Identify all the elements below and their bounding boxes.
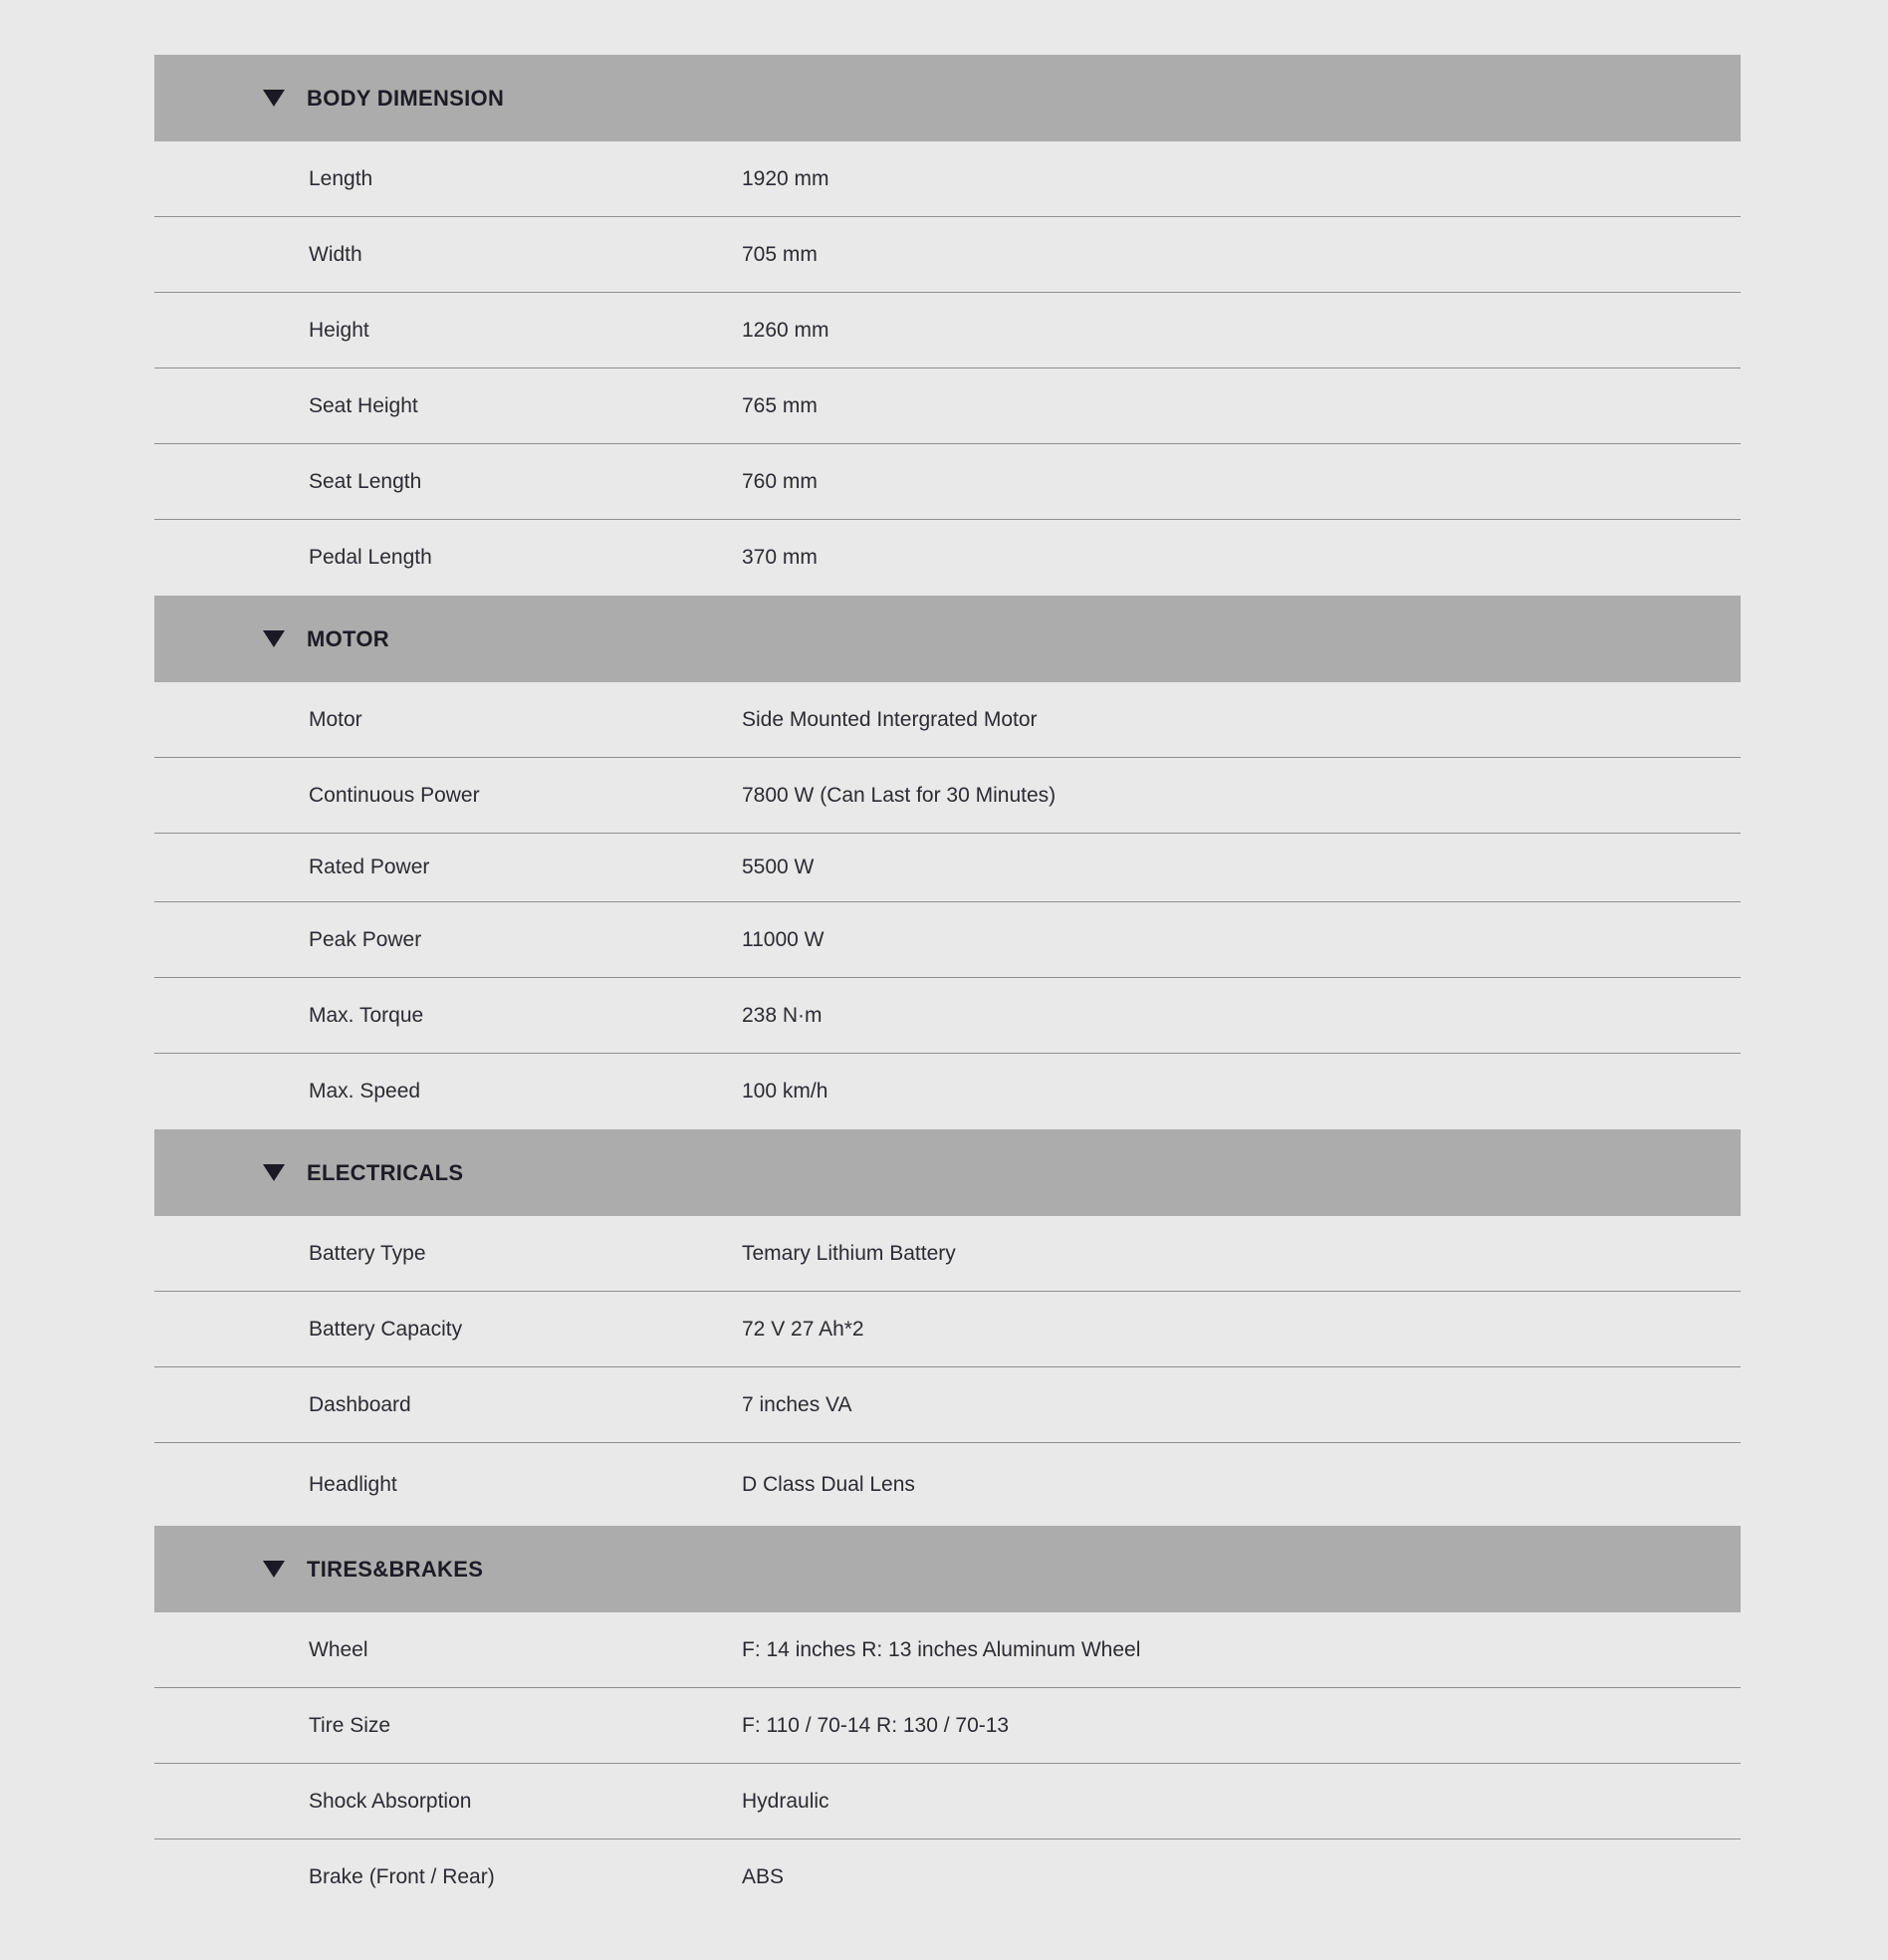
spec-row bbox=[154, 141, 1741, 217]
spec-row bbox=[154, 1216, 1741, 1292]
triangle-down-icon[interactable] bbox=[263, 1164, 285, 1181]
spec-label: Rated Power bbox=[309, 856, 430, 878]
spec-row bbox=[154, 444, 1741, 520]
triangle-down-icon[interactable] bbox=[263, 1561, 285, 1578]
spec-value: F: 14 inches R: 13 inches Aluminum Wheel bbox=[742, 1637, 1141, 1661]
spec-label: Battery Type bbox=[309, 1241, 426, 1265]
spec-label: Tire Size bbox=[309, 1713, 391, 1737]
spec-row bbox=[154, 1688, 1741, 1764]
spec-value: D Class Dual Lens bbox=[742, 1472, 915, 1496]
spec-value: 100 km/h bbox=[742, 1080, 828, 1102]
spec-value: 765 mm bbox=[742, 393, 818, 417]
spec-row bbox=[154, 1443, 1741, 1526]
spec-label: Motor bbox=[309, 707, 362, 731]
triangle-down-icon[interactable] bbox=[263, 630, 285, 647]
spec-row bbox=[154, 1612, 1741, 1688]
spec-label: Continuous Power bbox=[309, 783, 480, 807]
spec-value: 1260 mm bbox=[742, 318, 829, 342]
spec-row bbox=[154, 978, 1741, 1054]
spec-row bbox=[154, 1367, 1741, 1443]
spec-row bbox=[154, 217, 1741, 293]
section-title: MOTOR bbox=[307, 625, 389, 651]
spec-row bbox=[154, 293, 1741, 368]
spec-label: Shock Absorption bbox=[309, 1789, 472, 1813]
section-title: ELECTRICALS bbox=[307, 1159, 464, 1185]
spec-label: Seat Height bbox=[309, 393, 418, 417]
spec-label: Max. Speed bbox=[309, 1080, 421, 1102]
spec-value: 370 mm bbox=[742, 546, 818, 569]
spec-value: 5500 W bbox=[742, 856, 815, 878]
section-title: TIRES&BRAKES bbox=[307, 1556, 484, 1582]
spec-label: Peak Power bbox=[309, 927, 422, 951]
spec-row bbox=[154, 902, 1741, 978]
spec-label: Length bbox=[309, 166, 373, 190]
section-header-electricals[interactable] bbox=[154, 1129, 1741, 1216]
spec-value: 760 mm bbox=[742, 469, 818, 493]
spec-value: 705 mm bbox=[742, 242, 818, 266]
spec-row bbox=[154, 758, 1741, 834]
spec-row bbox=[154, 834, 1741, 902]
spec-row bbox=[154, 520, 1741, 596]
spec-label: Pedal Length bbox=[309, 546, 432, 569]
spec-label: Headlight bbox=[309, 1472, 397, 1496]
spec-value: Side Mounted Intergrated Motor bbox=[742, 707, 1038, 731]
section-title: BODY DIMENSION bbox=[307, 85, 505, 111]
spec-value: 238 N·m bbox=[742, 1003, 823, 1027]
section-header-body-dimension[interactable] bbox=[154, 55, 1741, 141]
spec-table bbox=[154, 55, 1741, 1915]
triangle-down-icon[interactable] bbox=[263, 90, 285, 107]
spec-label: Height bbox=[309, 318, 369, 342]
spec-row bbox=[154, 1764, 1741, 1839]
spec-label: Brake (Front / Rear) bbox=[309, 1865, 495, 1888]
spec-row bbox=[154, 1292, 1741, 1367]
spec-value: Hydraulic bbox=[742, 1789, 829, 1813]
section-header-tires-brakes[interactable] bbox=[154, 1526, 1741, 1612]
spec-label: Width bbox=[309, 242, 362, 266]
spec-row bbox=[154, 682, 1741, 758]
spec-value: 11000 W bbox=[742, 927, 825, 951]
spec-label: Seat Length bbox=[309, 469, 422, 493]
spec-value: 1920 mm bbox=[742, 166, 829, 190]
spec-value: Temary Lithium Battery bbox=[742, 1241, 956, 1265]
spec-row bbox=[154, 1054, 1741, 1129]
spec-value: 7 inches VA bbox=[742, 1392, 852, 1416]
spec-label: Max. Torque bbox=[309, 1003, 424, 1027]
spec-label: Dashboard bbox=[309, 1392, 411, 1416]
spec-row bbox=[154, 1839, 1741, 1915]
spec-value: F: 110 / 70-14 R: 130 / 70-13 bbox=[742, 1713, 1010, 1737]
section-header-motor[interactable] bbox=[154, 596, 1741, 682]
spec-label: Battery Capacity bbox=[309, 1317, 463, 1341]
spec-value: ABS bbox=[742, 1865, 785, 1888]
spec-row bbox=[154, 368, 1741, 444]
spec-value: 72 V 27 Ah*2 bbox=[742, 1317, 864, 1341]
spec-label: Wheel bbox=[309, 1637, 368, 1661]
spec-value: 7800 W (Can Last for 30 Minutes) bbox=[742, 783, 1057, 807]
